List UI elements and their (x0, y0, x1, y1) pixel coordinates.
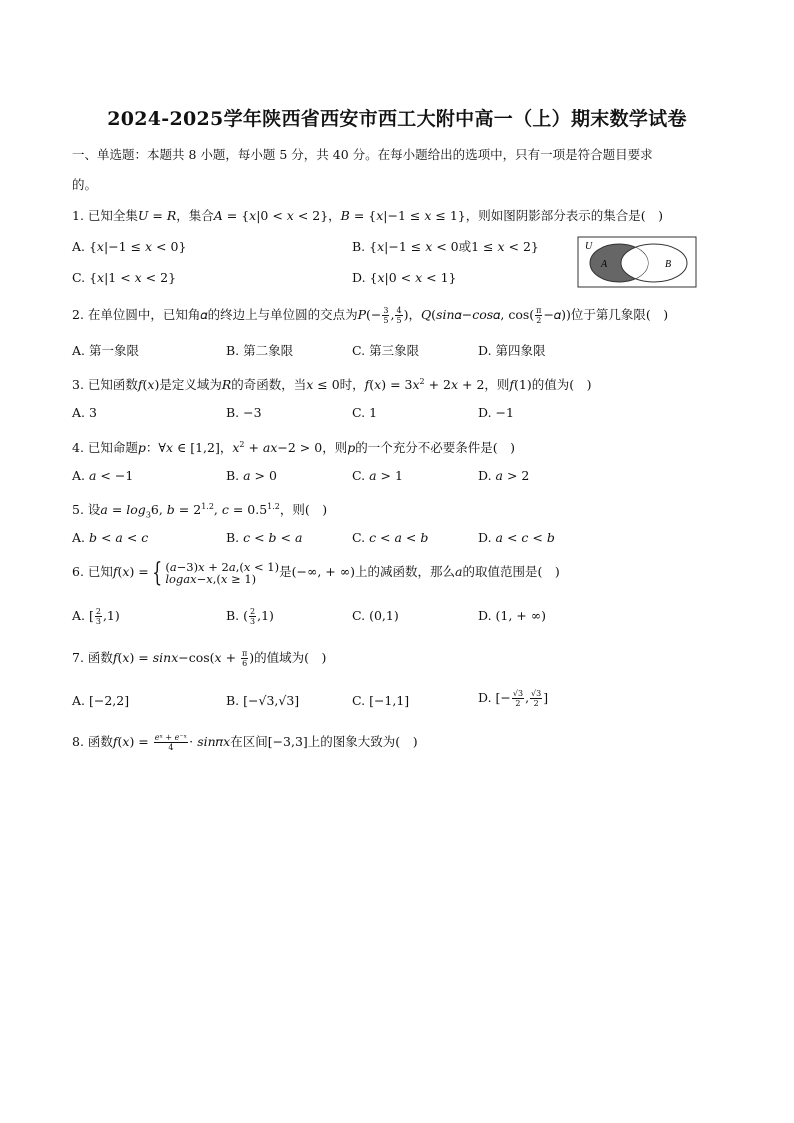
fraction-pi-6 (241, 649, 248, 668)
frac-den: 5 (396, 316, 402, 325)
question-1-option-c: C. {𝑥|1 < 𝑥 < 2} (72, 270, 177, 285)
frac-num: √3 (531, 689, 542, 698)
fraction-2-3 (249, 607, 256, 626)
question-2-text-a: 2. 在单位圆中，已知角𝛼的终边上与单位圆的交点为𝑃(− (72, 307, 382, 322)
question-5-option-d: D. 𝑎 < 𝑐 < 𝑏 (478, 530, 555, 545)
question-5-stem (72, 498, 327, 525)
question-7-text-b: )的值域为( ) (249, 650, 327, 665)
fraction-sqrt3-2 (530, 689, 542, 708)
question-2-option-b: B. 第二象限 (226, 343, 294, 358)
opt-prefix: A. [ (72, 608, 94, 623)
question-5-text-b: 6, 𝑏 = 2 (150, 502, 202, 518)
frac-sep: , (390, 307, 395, 322)
case-2: 𝑙𝑜𝑔𝑎𝑥−𝑥,(𝑥 ≥ 1) (165, 571, 257, 586)
opt-tail: ,1) (257, 608, 274, 623)
question-3-option-c: C. 1 (352, 405, 378, 420)
question-4-option-b: B. 𝑎 > 0 (226, 468, 277, 483)
question-4-text-a: 4. 已知命题𝑝：∀𝑥 ∈ [1,2]，𝑥 (72, 440, 240, 456)
exponent: 2 (419, 377, 425, 386)
fraction-3-5 (382, 306, 389, 325)
question-2-text-c: −𝛼))位于第几象限( ) (543, 307, 669, 322)
question-4-option-c: C. 𝑎 > 1 (352, 468, 403, 483)
piecewise-cases (165, 561, 279, 585)
question-4-option-a: A. 𝑎 < −1 (72, 468, 134, 483)
question-2-text-b: )，𝑄(𝑠𝑖𝑛𝛼−𝑐𝑜𝑠𝛼, cos( (403, 307, 535, 322)
section-instructions: 一、单选题：本题共 8 小题，每小题 5 分，共 40 分。在每小题给出的选项中，只有一项是符合题目要求 (72, 147, 653, 162)
question-2-option-c: C. 第三象限 (352, 343, 420, 358)
opt-tail: ,1) (102, 608, 120, 623)
question-7-option-a: A. [−2,2] (72, 693, 130, 708)
question-7-option-c: C. [−1,1] (352, 693, 410, 708)
case-1: (𝑎−3)𝑥 + 2𝑎,(𝑥 < 1) (165, 559, 280, 574)
frac-num: 2 (250, 607, 256, 616)
question-7-option-b: B. [−√3,√3] (226, 693, 300, 708)
question-3-text-a: 3. 已知函数𝑓(𝑥)是定义域为𝑅的奇函数，当𝑥 ≤ 0时，𝑓(𝑥) = 3𝑥 (72, 377, 420, 393)
frac-num: 4 (396, 306, 402, 315)
question-8-text-b: ⋅ 𝑠𝑖𝑛𝜋𝑥在区间[−3,3]上的图象大致为( ) (189, 734, 418, 749)
question-3-option-d: D. −1 (478, 405, 514, 420)
question-7-text-a: 7. 函数𝑓(𝑥) = 𝑠𝑖𝑛𝑥−cos(𝑥 + (72, 650, 241, 665)
question-6-stem (72, 557, 560, 587)
frac-num: 3 (383, 306, 389, 315)
question-6-text-a: 6. 已知𝑓(𝑥) = (72, 564, 149, 579)
frac-num: √3 (512, 689, 524, 698)
question-1-option-a: A. {𝑥|−1 ≤ 𝑥 < 0} (72, 239, 187, 254)
question-6-text-b: 是(−∞, + ∞)上的减函数，那么𝑎的取值范围是( ) (279, 564, 560, 579)
frac-den: 6 (242, 659, 248, 668)
question-5-option-a: A. 𝑏 < 𝑎 < 𝑐 (72, 530, 149, 545)
question-2-option-d: D. 第四象限 (478, 343, 546, 358)
frac-den: 4 (168, 743, 174, 752)
log-base: 3 (145, 510, 151, 520)
frac-num: 2 (95, 607, 101, 616)
question-6-option-b (226, 607, 274, 626)
question-8-stem (72, 733, 418, 752)
question-3-option-b: B. −3 (226, 405, 262, 420)
question-1-option-b: B. {𝑥|−1 ≤ 𝑥 < 0或1 ≤ 𝑥 < 2} (352, 239, 539, 254)
question-5-text-c: , 𝑐 = 0.5 (213, 502, 268, 518)
opt-prefix: B. ( (226, 608, 249, 623)
question-3-text-b: + 2𝑥 + 2，则𝑓(1)的值为( ) (424, 377, 592, 393)
left-brace: { (152, 557, 163, 588)
frac-num: π (242, 649, 248, 658)
opt-prefix: D. [− (478, 690, 511, 705)
exponent: 1.2 (201, 502, 214, 511)
frac-den: 2 (536, 316, 542, 325)
frac-sep: , (525, 690, 530, 705)
question-5-text-a: 5. 设𝑎 = 𝑙𝑜𝑔 (72, 502, 146, 518)
frac-num: π (536, 306, 542, 315)
fraction-4-5 (395, 306, 402, 325)
question-7-option-d (478, 689, 548, 708)
question-1-option-d: D. {𝑥|0 < 𝑥 < 1} (352, 270, 457, 285)
question-5-option-b: B. 𝑐 < 𝑏 < 𝑎 (226, 530, 303, 545)
venn-diagram (577, 236, 697, 288)
question-4-option-d: D. 𝑎 > 2 (478, 468, 530, 483)
frac-den: 3 (95, 617, 101, 626)
question-1-stem: 1. 已知全集𝑈 = 𝑅，集合𝐴 = {𝑥|0 < 𝑥 < 2}，𝐵 = {𝑥|−1 ≤ 𝑥 ≤ 1}，则如图阴影部分表示的集合是( ) (72, 208, 663, 223)
label-a: A (601, 259, 608, 270)
frac-num: 𝑒ˣ + 𝑒⁻ˣ (154, 733, 188, 742)
question-5-option-c: C. 𝑐 < 𝑎 < 𝑏 (352, 530, 429, 545)
question-2-option-a: A. 第一象限 (72, 343, 139, 358)
fraction-sqrt3-2 (512, 689, 524, 708)
label-u: U (585, 241, 593, 252)
question-8-text-a: 8. 函数𝑓(𝑥) = (72, 734, 153, 749)
question-7-stem (72, 649, 326, 668)
question-3-stem (72, 373, 592, 394)
question-5-text-d: ，则( ) (279, 502, 328, 518)
label-b: B (665, 259, 672, 270)
question-3-option-a: A. 3 (72, 405, 97, 420)
exponent: 1.2 (267, 502, 280, 511)
question-4-stem (72, 436, 515, 457)
frac-den: 3 (250, 617, 256, 626)
exam-title: 2024-2025学年陕西省西安市西工大附中高一（上）期末数学试卷 (107, 108, 687, 130)
exponent: 2 (239, 440, 245, 449)
frac-den: 2 (533, 699, 539, 708)
fraction-pi-2 (535, 306, 542, 325)
fraction-exp (154, 733, 188, 752)
frac-den: 5 (383, 316, 389, 325)
question-6-option-a (72, 607, 120, 626)
question-6-option-d: D. (1, + ∞) (478, 608, 547, 623)
section-instructions-cont: 的。 (72, 177, 98, 192)
question-2-stem (72, 306, 668, 325)
frac-den: 2 (515, 699, 521, 708)
question-4-text-b: + 𝑎𝑥−2 > 0，则𝑝的一个充分不必要条件是( ) (244, 440, 515, 456)
question-6-option-c: C. (0,1) (352, 608, 399, 623)
opt-tail: ] (543, 690, 549, 705)
fraction-2-3 (95, 607, 102, 626)
